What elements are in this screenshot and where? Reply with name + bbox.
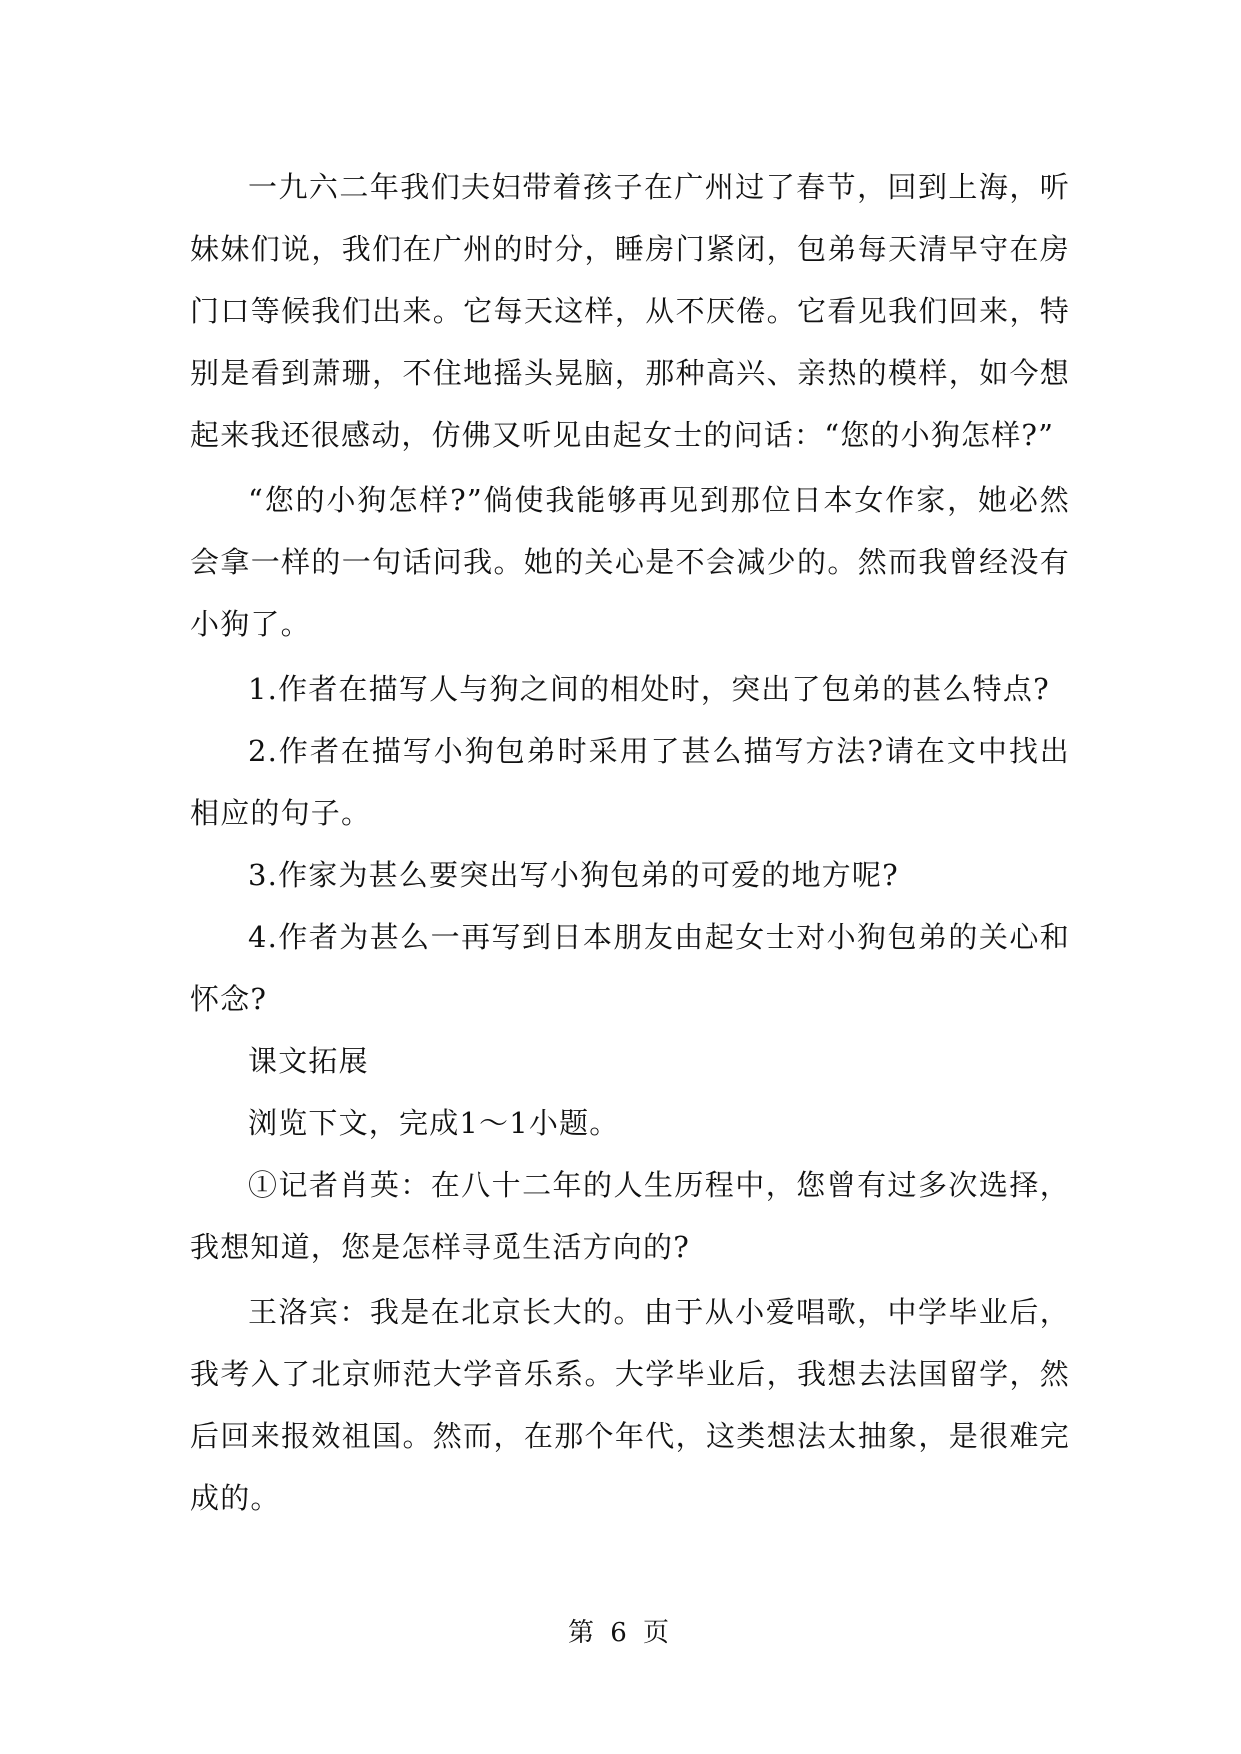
question-4: 4.作者为甚么一再写到日本朋友由起女士对小狗包弟的关心和怀念? bbox=[190, 920, 1070, 1016]
paragraph-memory: 一九六二年我们夫妇带着孩子在广州过了春节，回到上海，听妹妹们说，我们在广州的时分，睡房门紧闭，包弟每天清早守在房门口等候我们出来。它每天这样，从不厌倦。它看见我们回来，特别是看到萧珊，不住地摇头晃脑，那种高兴、亲热的模样，如今想起来我还很感动，仿佛又听见由起女士的问话：“您的小狗怎样?” bbox=[190, 170, 1070, 452]
document-body bbox=[190, 156, 1070, 1532]
question-1: 1.作者在描写人与狗之间的相处时，突出了包弟的甚么特点? bbox=[248, 672, 1050, 706]
page-number: 第 6 页 bbox=[567, 1618, 674, 1648]
question-2: 2.作者在描写小狗包弟时采用了甚么描写方法?请在文中找出相应的句子。 bbox=[190, 734, 1070, 830]
paragraph-question-echo: “您的小狗怎样?”倘使我能够再见到那位日本女作家，她必然会拿一样的一句话问我。她的关心是不会减少的。然而我曾经没有小狗了。 bbox=[190, 483, 1070, 641]
interview-answer: 王洛宾：我是在北京长大的。由于从小爱唱歌，中学毕业后，我考入了北京师范大学音乐系。大学毕业后，我想去法国留学，然后回来报效祖国。然而，在那个年代，这类想法太抽象，是很难完成的。 bbox=[190, 1295, 1070, 1515]
interview-question: ①记者肖英：在八十二年的人生历程中，您曾有过多次选择，我想知道，您是怎样寻觅生活方向的? bbox=[190, 1168, 1070, 1264]
question-3: 3.作家为甚么要突出写小狗包弟的可爱的地方呢? bbox=[248, 858, 899, 892]
section-heading: 课文拓展 bbox=[248, 1044, 369, 1078]
reading-instruction: 浏览下文，完成1～1小题。 bbox=[248, 1106, 620, 1140]
